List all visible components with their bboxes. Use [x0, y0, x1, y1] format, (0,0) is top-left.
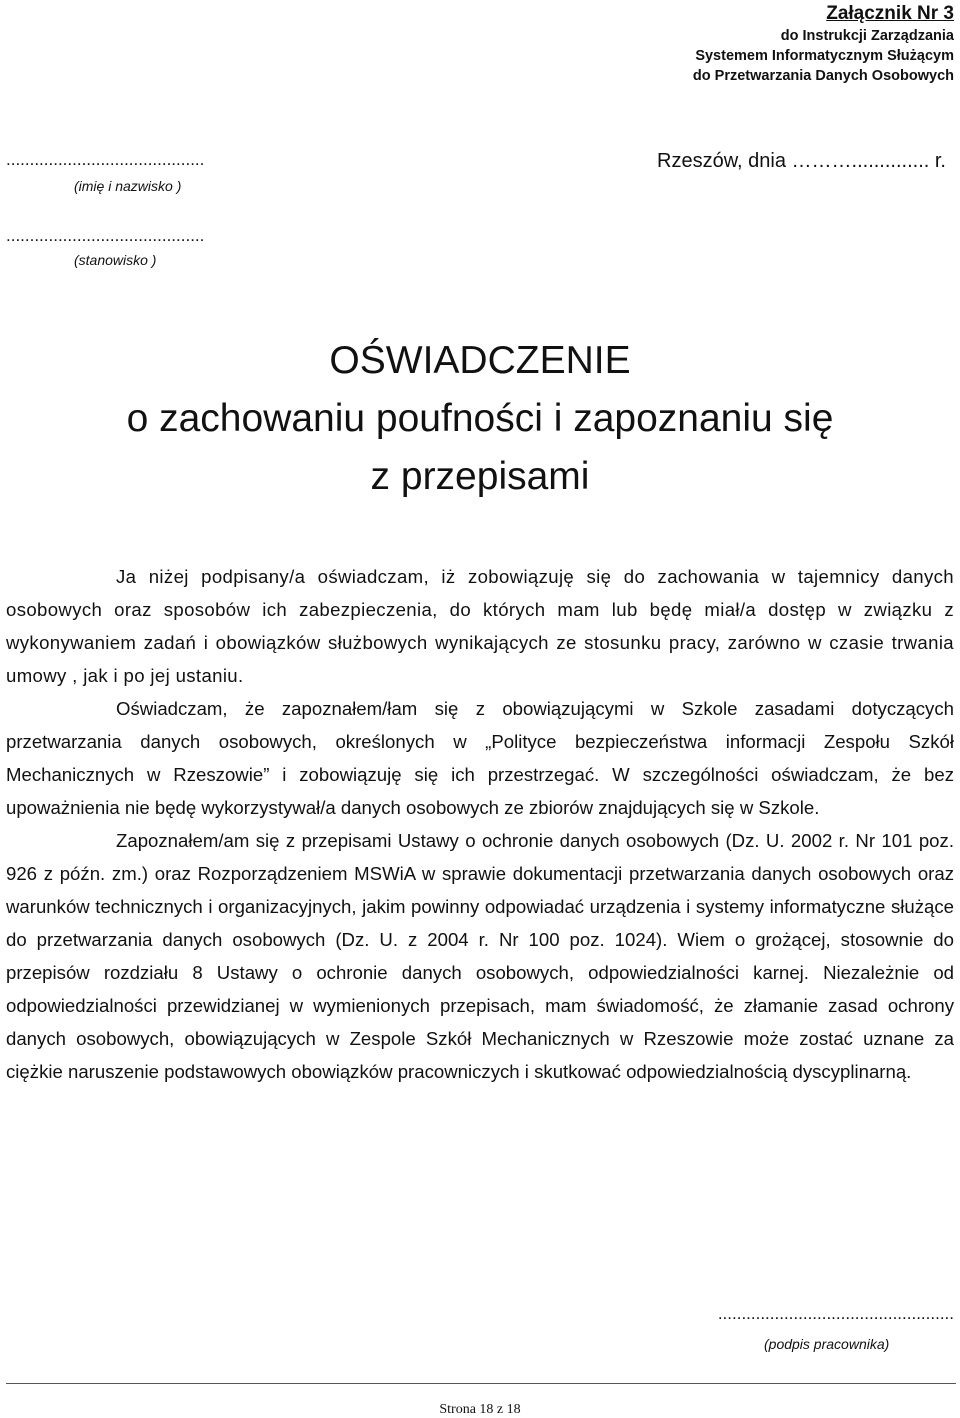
- attachment-title: Załącznik Nr 3: [826, 3, 954, 24]
- declaration-body: [6, 560, 954, 1088]
- footer-divider: [6, 1383, 956, 1384]
- name-field-caption: (imię i nazwisko ): [74, 178, 182, 194]
- document-title: [0, 332, 960, 506]
- paragraph-regulations: Zapoznałem/am się z przepisami Ustawy o ochronie danych osobowych (Dz. U. 2002 r. Nr 101 poz. 926 z późn. zm.) oraz Rozporządzeniem MSWiA w sprawie dokumentacji przetwarzania danych osobowych oraz warunków technicznych i organizacyjnych, jakim powinny odpowiadać urządzenia i systemy informatyczne służące do przetwarzania danych osobowych (Dz. U. z 2004 r. Nr 100 poz. 1024). Wiem o grożącej, stosownie do przepisów rozdziału 8 Ustawy o ochronie danych osobowych, odpowiedzialności karnej. Niezależnie od odpowiedzialności przewidzianej w wymienionych przepisach, mam świadomość, że złamanie zasad ochrony danych osobowych, obowiązujących w Zespole Szkół Mechanicznych w Rzeszowie może zostać uznane za ciężkie naruszenie podstawowych obowiązków pracowniczych i skutkować odpowiedzialnością dyscyplinarną.: [6, 830, 954, 1082]
- attachment-line-1: do Instrukcji Zarządzania: [780, 28, 954, 44]
- position-field-caption: (stanowisko ): [74, 252, 157, 268]
- attachment-line-3: do Przetwarzania Danych Osobowych: [692, 68, 954, 84]
- title-line-1: OŚWIADCZENIE: [329, 339, 631, 382]
- signature-caption: (podpis pracownika): [764, 1336, 890, 1352]
- attachment-header: [693, 2, 954, 86]
- signature-dots: ..................................................: [717, 1304, 954, 1323]
- title-line-3: z przepisami: [370, 455, 590, 498]
- title-line-2: o zachowaniu poufności i zapoznaniu się: [126, 397, 834, 440]
- name-field-dots: ..........................................: [6, 150, 205, 169]
- paragraph-policy: Oświadczam, że zapoznałem/łam się z obowiązującymi w Szkole zasadami dotyczących przetwarzania danych osobowych, określonych w „Polityce bezpieczeństwa informacji Zespołu Szkół Mechanicznych w Rzeszowie” i zobowiązuję się ich przestrzegać. W szczególności oświadczam, że bez upoważnienia nie będę wykorzystywał/a danych osobowych ze zbiorów znajdujących się w Szkole.: [6, 698, 954, 818]
- paragraph-confidentiality: Ja niżej podpisany/a oświadczam, iż zobowiązuję się do zachowania w tajemnicy danych osobowych oraz sposobów ich zabezpieczenia, do których mam lub będę miał/a dostęp w związku z wykonywaniem zadań i obowiązków służbowych wynikających ze stosunku pracy, zarówno w czasie trwania umowy , jak i po jej ustaniu.: [6, 566, 954, 686]
- attachment-line-2: Systemem Informatycznym Służącym: [695, 48, 954, 64]
- place-date: Rzeszów, dnia ……….............. r.: [657, 150, 946, 172]
- page-number: Strona 18 z 18: [439, 1402, 521, 1417]
- position-field-dots: ..........................................: [6, 226, 205, 245]
